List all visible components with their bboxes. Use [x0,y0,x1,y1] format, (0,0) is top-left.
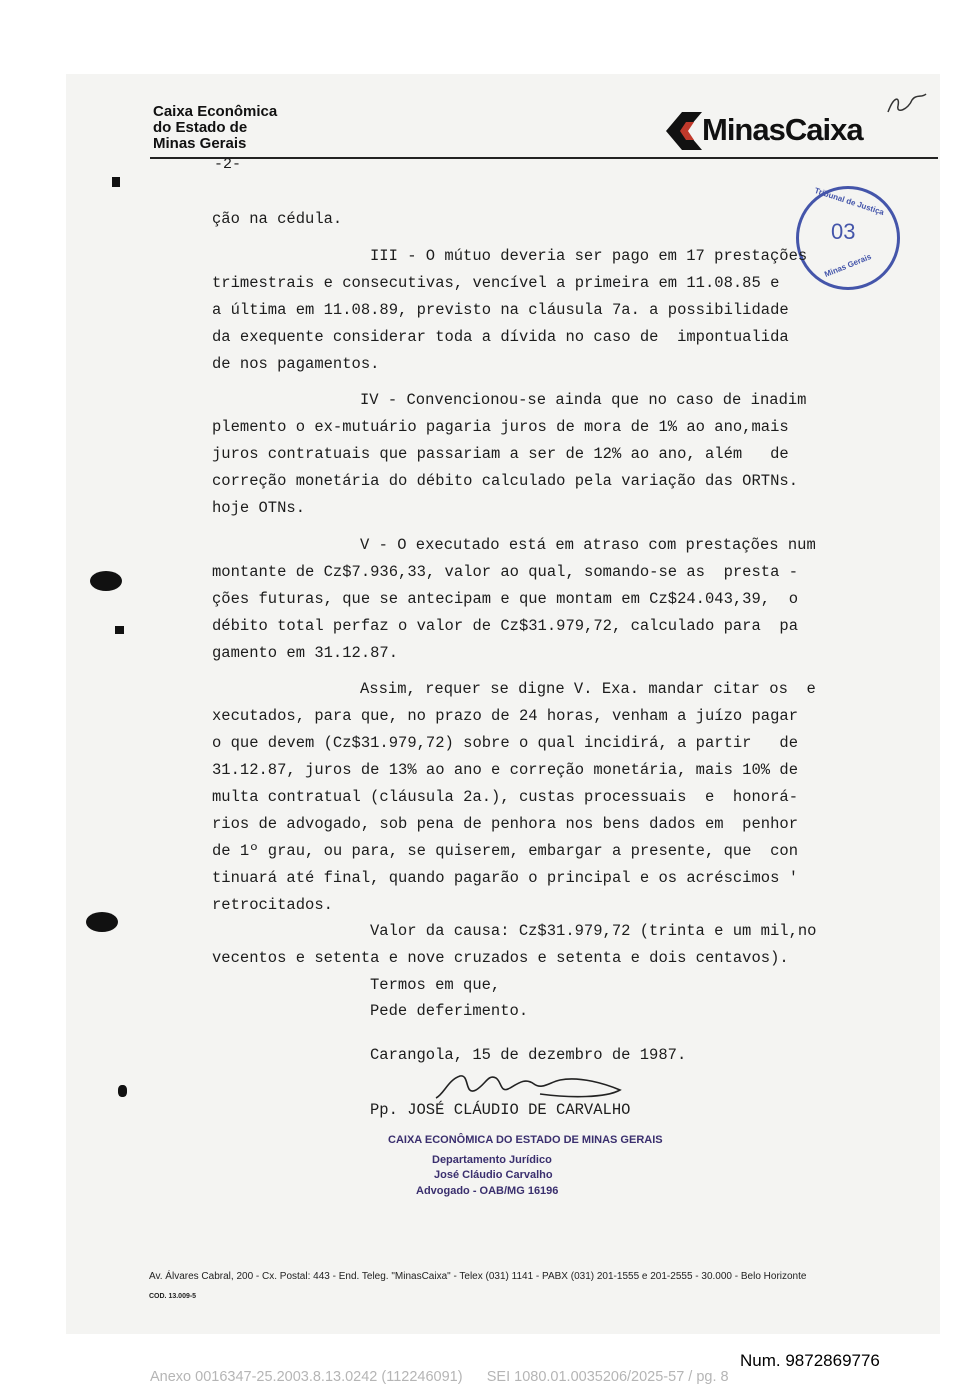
tick-mark-3 [118,1085,127,1097]
body-line: trimestrais e consecutivas, vencível a primeira em 11.08.85 e [212,274,780,292]
body-line: IV - Convencionou-se ainda que no caso de inadim [360,391,807,409]
punch-mark-2 [86,912,118,932]
body-line: correção monetária do débito calculado pela variação das ORTNs. [212,472,798,490]
body-line: gamento em 31.12.87. [212,644,399,662]
dept-line-2: Departamento Jurídico [432,1154,552,1166]
body-line: de nos pagamentos. [212,355,380,373]
logo-text: MinasCaixa [702,112,863,147]
org-line-3: Minas Gerais [153,135,247,152]
body-line: retrocitados. [212,896,333,914]
body-line: montante de Cz$7.936,33, valor ao qual, somando-se as presta - [212,563,798,581]
body-line: vecentos e setenta e nove cruzados e setenta e dois centavos). [212,949,789,967]
tick-mark-1 [112,177,120,187]
org-line-2: do Estado de [153,119,248,136]
dept-line-1: CAIXA ECONÔMICA DO ESTADO DE MINAS GERAIS [388,1134,663,1146]
logo-emblem-icon [666,112,702,150]
stamp-arc-top: Tribunal de Justiça [813,186,886,217]
footer-address: Av. Álvares Cabral, 200 - Cx. Postal: 443 - End. Teleg. "MinasCaixa" - Telex (031) 1141 - PABX (031) 201-1555 e 201-2555 - 30.000 - Belo Horizonte [149,1271,807,1282]
body-line: plemento o ex-mutuário pagaria juros de mora de 1% ao ano,mais [212,418,789,436]
body-line: xecutados, para que, no prazo de 24 horas, venham a juízo pagar [212,707,798,725]
body-line: da exequente considerar toda a dívida no caso de impontualida [212,328,789,346]
body-line: III - O mútuo deveria ser pago em 17 prestações [370,247,808,265]
dept-line-4: Advogado - OAB/MG 16196 [416,1185,559,1197]
stamp-arc-bottom: Minas Gerais [823,251,873,280]
header-rule [150,157,938,159]
tick-mark-2 [115,626,124,634]
org-line-1: Caixa Econômica [153,103,278,120]
body-line: hoje OTNs. [212,499,306,517]
handwritten-initials [884,92,930,118]
punch-mark-1 [90,571,122,591]
body-line: a última em 11.08.89, previsto na cláusula 7a. a possibilidade [212,301,789,319]
body-line: Pede deferimento. [370,1002,529,1020]
body-line: Valor da causa: Cz$31.979,72 (trinta e um mil,no [370,922,817,940]
body-line: Assim, requer se digne V. Exa. mandar citar os e [360,680,816,698]
court-stamp [796,186,900,290]
org-name [153,104,277,152]
body-line: tinuará até final, quando pagarão o principal e os acréscimos ' [212,869,798,887]
annex-reference: Anexo 0016347-25.2003.8.13.0242 (112246091) SEI 1080.01.0035206/2025-57 / pg. 8 [150,1369,729,1385]
body-line: débito total perfaz o valor de Cz$31.979,72, calculado para pa [212,617,798,635]
body-line: juros contratuais que passariam a ser de 12% ao ano, além de [212,445,789,463]
body-line: Termos em que, [370,976,501,994]
body-line: ção na cédula. [212,210,343,228]
document-number: Num. 9872869776 [740,1351,880,1370]
body-line: rios de advogado, sob pena de penhora nos bens dados em penhor [212,815,798,833]
body-line: V - O executado está em atraso com prestações num [360,536,816,554]
body-line: de 1º grau, ou para, se quiserem, embargar a presente, que con [212,842,798,860]
body-line: ções futuras, que se antecipam e que montam em Cz$24.043,39, o [212,590,798,608]
body-line: multa contratual (cláusula 2a.), custas processuais e honorá- [212,788,798,806]
body-line: Carangola, 15 de dezembro de 1987. [370,1046,687,1064]
dept-line-3: José Cláudio Carvalho [434,1169,553,1181]
footer-code: COD. 13.009-5 [149,1293,197,1300]
body-line: 31.12.87, juros de 13% ao ano e correção monetária, mais 10% de [212,761,798,779]
minascaixa-logo [666,110,901,152]
signatory-name: Pp. JOSÉ CLÁUDIO DE CARVALHO [370,1101,631,1119]
page-marker: -2- [214,156,242,173]
stamp-number: 03 [831,219,856,244]
body-line: o que devem (Cz$31.979,72) sobre o qual incidirá, a partir de [212,734,798,752]
